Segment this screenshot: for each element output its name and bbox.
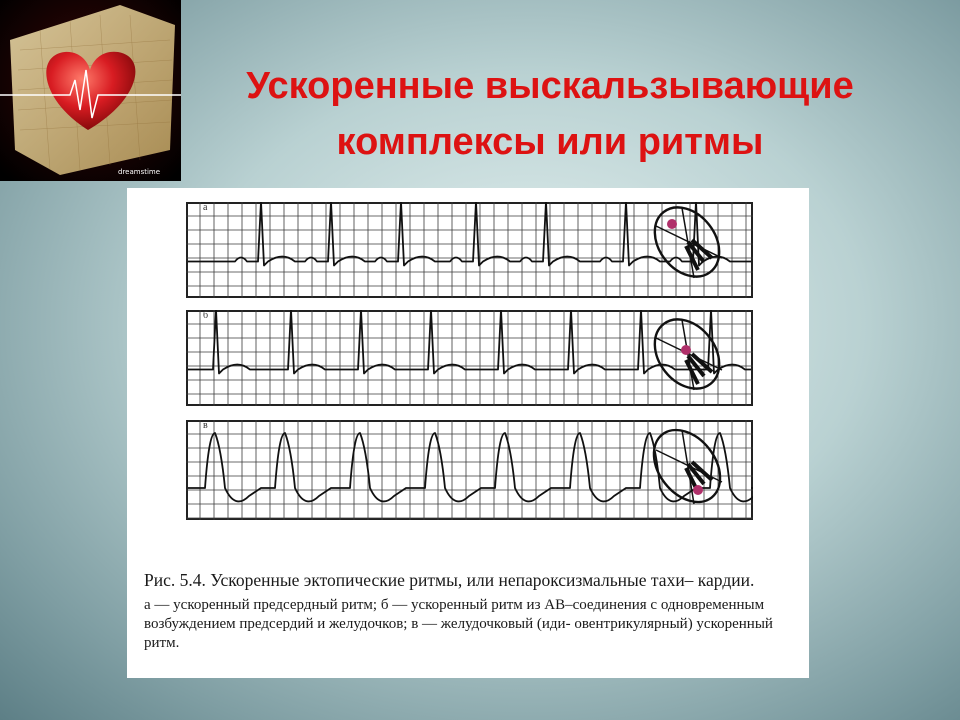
heart-diagram-a-icon — [642, 202, 732, 287]
heart-diagram-b-icon — [642, 314, 732, 399]
strip-label-a: а — [203, 202, 208, 213]
heart-diagram-c-icon — [642, 424, 732, 513]
heart-ecg-icon — [0, 0, 181, 181]
heart-logo — [0, 0, 181, 181]
caption-legend: а — ускоренный предсердный ритм; б — ускоренный ритм из АВ–соединения с одновременным возбуждением предсердий и желудочков; в — желудочковый (иди- овентрикулярный) ускоренный ритм. — [144, 597, 773, 651]
title-line-1: Ускоренные выскальзывающие — [246, 65, 854, 107]
caption-heading: Рис. 5.4. Ускоренные эктопические ритмы, или непароксизмальные тахи– кардии. — [144, 570, 755, 590]
logo-watermark: dreamstime — [118, 168, 161, 176]
slide-title — [190, 58, 910, 170]
strip-label-c: в — [203, 420, 208, 431]
title-line-2: комплексы или ритмы — [336, 121, 764, 163]
strip-label-b: б — [203, 310, 209, 321]
figure-caption — [144, 570, 804, 653]
ecg-figure — [127, 188, 809, 678]
